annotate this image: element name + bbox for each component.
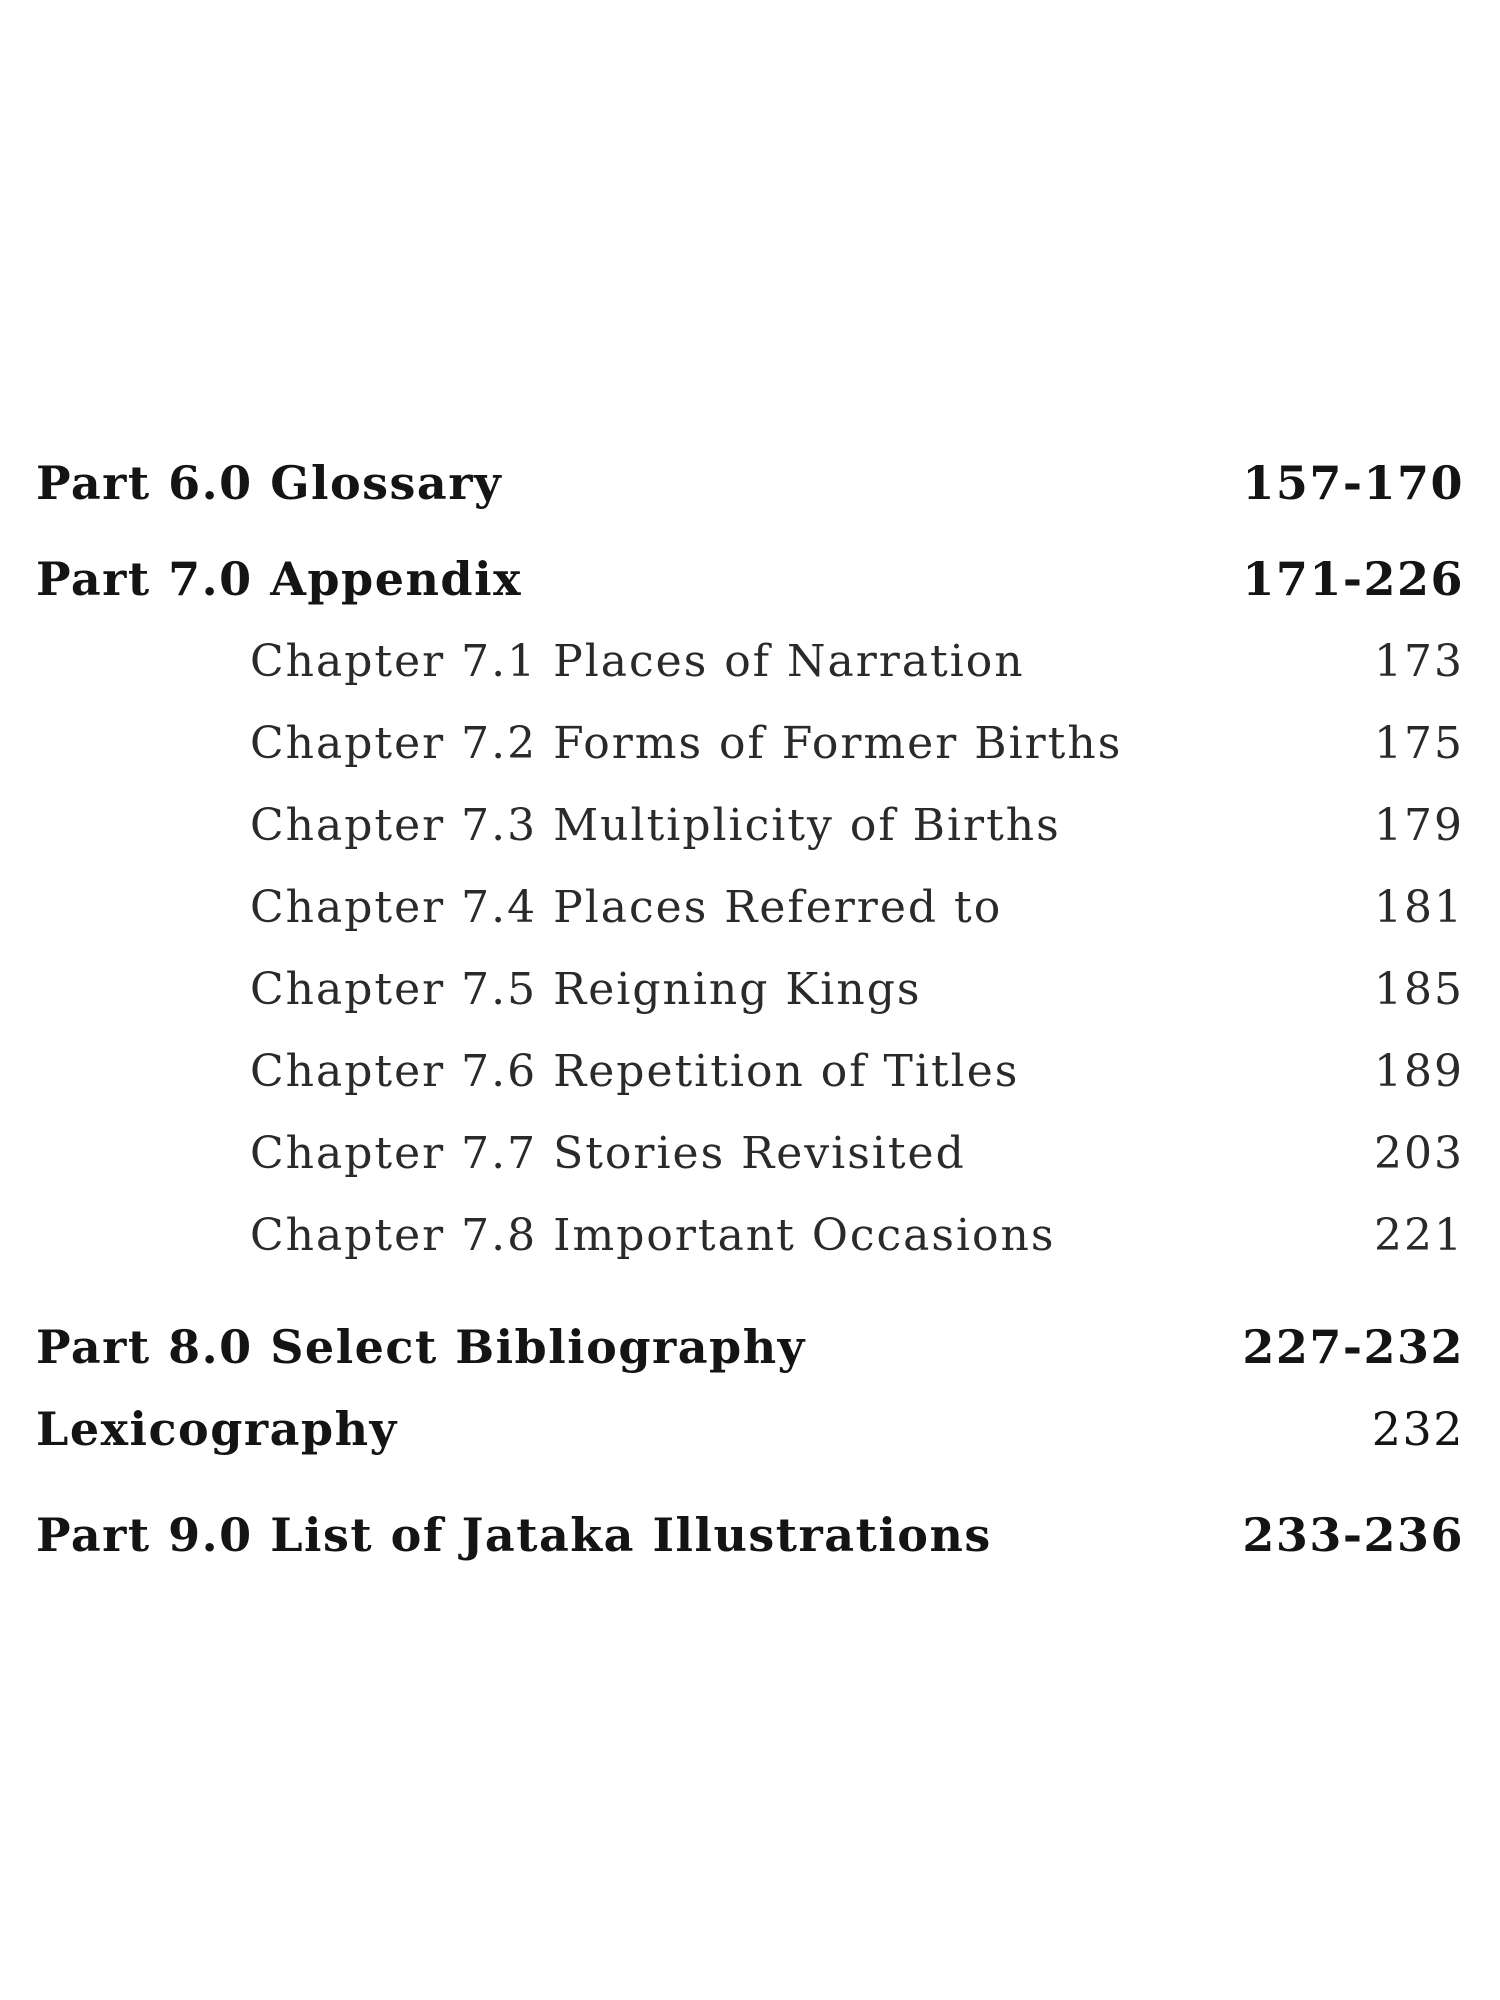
- toc-entry-label: Chapter 7.1 Places of Narration: [250, 636, 1025, 687]
- toc-entry-label: Chapter 7.5 Reigning Kings: [250, 964, 922, 1015]
- toc-entry-label: Chapter 7.7 Stories Revisited: [250, 1128, 966, 1179]
- toc-entry-page: 189: [1374, 1046, 1464, 1097]
- toc-entry-page: 175: [1374, 718, 1464, 769]
- toc-entry-chapter-7-8: [36, 1210, 1464, 1261]
- toc-entry-label: Chapter 7.4 Places Referred to: [250, 882, 1003, 933]
- toc-entry-page: 173: [1374, 636, 1464, 687]
- toc-entry-lexicography: [36, 1402, 1464, 1456]
- toc-entry-label: Lexicography: [36, 1402, 398, 1456]
- toc-entry-part-7: [36, 552, 1464, 606]
- toc-entry-chapter-7-1: [36, 636, 1464, 687]
- toc-entry-chapter-7-2: [36, 718, 1464, 769]
- toc-entry-page: 181: [1374, 882, 1464, 933]
- table-of-contents: [36, 0, 1464, 2000]
- toc-entry-label: Part 8.0 Select Bibliography: [36, 1320, 806, 1374]
- toc-entry-label: Chapter 7.3 Multiplicity of Births: [250, 800, 1061, 851]
- toc-entry-page: 179: [1374, 800, 1464, 851]
- toc-entry-page: 221: [1374, 1210, 1464, 1261]
- toc-entry-page: 185: [1374, 964, 1464, 1015]
- toc-entry-chapter-7-5: [36, 964, 1464, 1015]
- toc-entry-page: 157-170: [1242, 456, 1464, 510]
- toc-entry-part-9: [36, 1508, 1464, 1562]
- toc-entry-page: 232: [1371, 1402, 1464, 1456]
- toc-entry-label: Part 7.0 Appendix: [36, 552, 522, 606]
- toc-entry-page: 171-226: [1242, 552, 1464, 606]
- toc-entry-page: 233-236: [1242, 1508, 1464, 1562]
- toc-entry-part-8: [36, 1320, 1464, 1374]
- toc-entry-page: 227-232: [1242, 1320, 1464, 1374]
- toc-entry-label: Part 6.0 Glossary: [36, 456, 503, 510]
- toc-entry-label: Chapter 7.8 Important Occasions: [250, 1210, 1056, 1261]
- toc-entry-label: Chapter 7.2 Forms of Former Births: [250, 718, 1123, 769]
- toc-entry-chapter-7-3: [36, 800, 1464, 851]
- toc-entry-page: 203: [1374, 1128, 1464, 1179]
- toc-entry-chapter-7-6: [36, 1046, 1464, 1097]
- toc-entry-label: Part 9.0 List of Jataka Illustrations: [36, 1508, 992, 1562]
- toc-entry-part-6: [36, 456, 1464, 510]
- toc-entry-label: Chapter 7.6 Repetition of Titles: [250, 1046, 1020, 1097]
- toc-entry-chapter-7-4: [36, 882, 1464, 933]
- toc-entry-chapter-7-7: [36, 1128, 1464, 1179]
